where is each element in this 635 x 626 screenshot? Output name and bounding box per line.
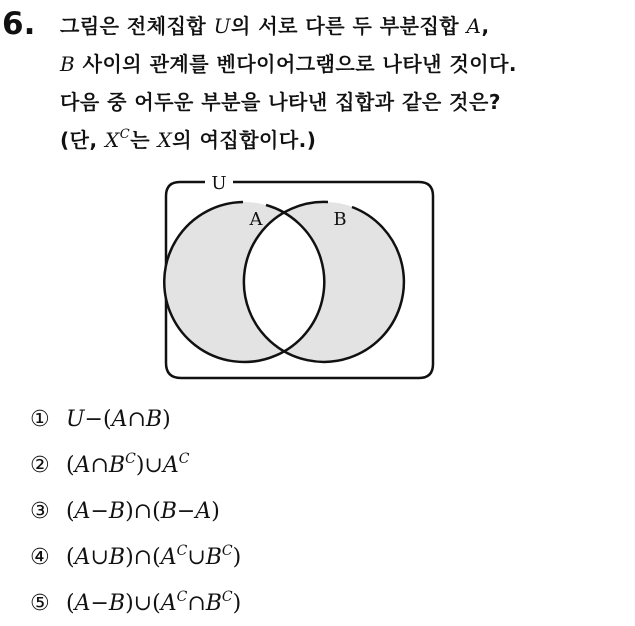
set-a-label: A xyxy=(249,209,263,230)
q1-text-a: 그림은 전체집합 xyxy=(60,14,214,38)
option-5[interactable] xyxy=(30,580,241,626)
q4-x-symbol: X xyxy=(105,128,120,152)
option-5-expression: $(A-B)\cup(A^C\cap B^C)$ xyxy=(66,588,242,616)
q4-text-a: (단, xyxy=(60,128,106,152)
option-2[interactable] xyxy=(30,442,241,488)
shaded-region xyxy=(164,202,405,362)
q1-set-a-symbol: A xyxy=(466,14,482,38)
option-1-number: ① xyxy=(30,406,50,432)
option-1[interactable] xyxy=(30,396,241,442)
q2-set-b-symbol: B xyxy=(60,52,76,76)
option-3-number: ③ xyxy=(30,498,50,524)
option-2-expression: $(A\cap B^C)\cup A^C$ xyxy=(66,450,190,478)
q4-sup-c: C xyxy=(119,127,131,142)
option-2-number: ② xyxy=(30,452,50,478)
option-1-expression: U−(A∩B) xyxy=(66,406,171,432)
q4-text-c: 의 여집합이다.) xyxy=(172,128,317,152)
q1-comma: , xyxy=(481,14,490,38)
option-3-expression: (A−B)∩(B−A) xyxy=(66,498,220,524)
answer-options xyxy=(30,396,241,626)
universe-label: U xyxy=(211,173,227,194)
option-3[interactable] xyxy=(30,488,241,534)
q1-universe-symbol: U xyxy=(213,14,232,38)
q4-text-b: 는 xyxy=(130,128,158,152)
option-4-expression: $(A\cup B)\cap(A^C\cup B^C)$ xyxy=(66,542,242,570)
q1-text-b: 의 서로 다른 두 부분집합 xyxy=(231,14,467,38)
option-5-number: ⑤ xyxy=(30,590,50,616)
question-line-3: 다음 중 어두운 부분을 나타낸 집합과 같은 것은? xyxy=(60,90,501,114)
q2-text: 사이의 관계를 벤다이어그램으로 나타낸 것이다. xyxy=(75,52,518,76)
q4-x2-symbol: X xyxy=(157,128,173,152)
option-4-number: ④ xyxy=(30,544,50,570)
question-number: 6. xyxy=(2,6,36,42)
option-4[interactable] xyxy=(30,534,241,580)
set-b-label: B xyxy=(333,209,347,230)
